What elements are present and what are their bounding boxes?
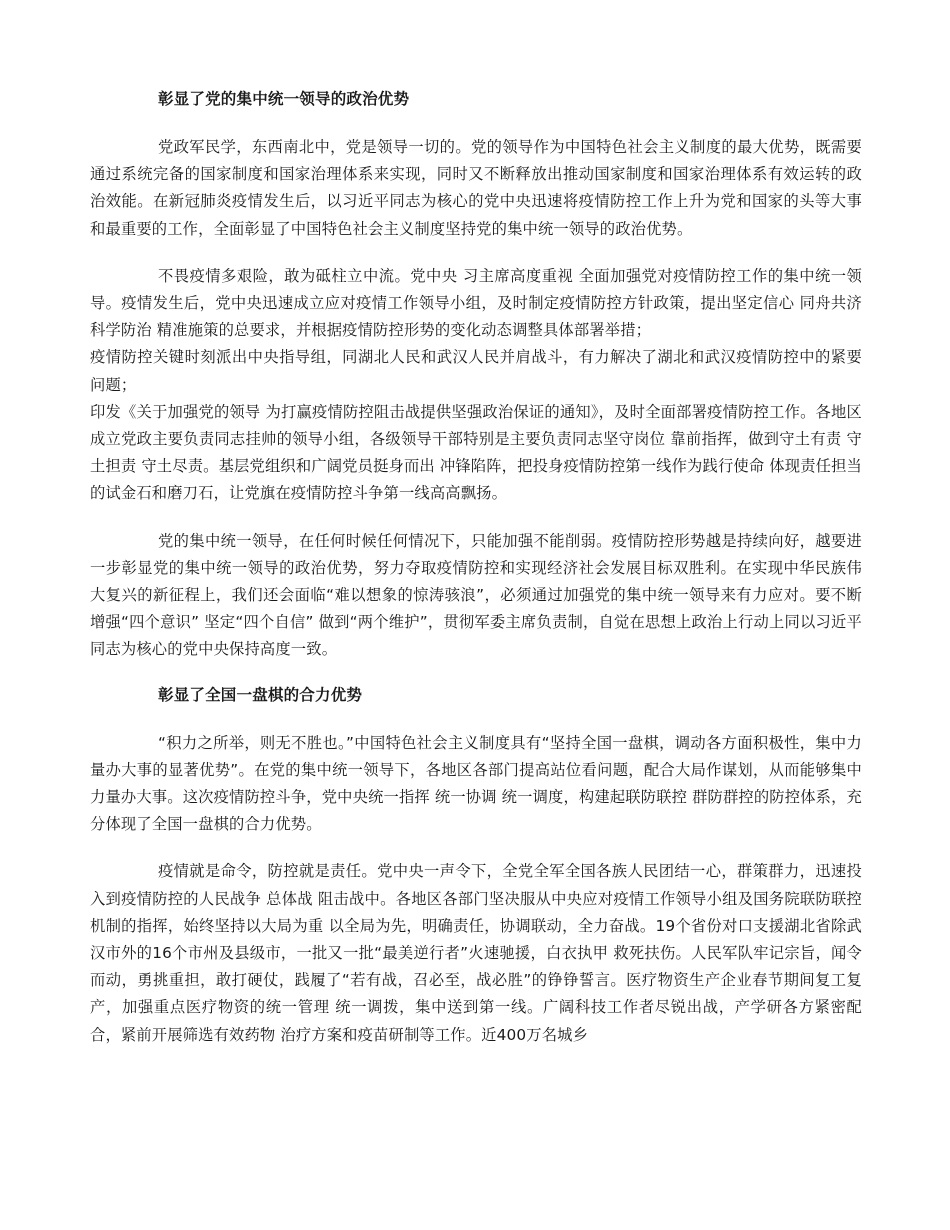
paragraph: “积力之所举，则无不胜也。”中国特色社会主义制度具有“坚持全国一盘棋，调动各方面积极性，集中力量办大事的显著优势”。在党的集中统一领导下，各地区各部门提高站位看问题，配合大局作谋划，从而能够集中力量办大事。这次疫情防控斗争，党中央统一指挥 统一协调 统一调度，构建起联防联控 群防群控的防控体系，充分体现了全国一盘棋的合力优势。 [90,733,862,834]
paragraph-gap [90,664,862,682]
paragraph: 不畏疫情多艰险，敢为砥柱立中流。党中央 习主席高度重视 全面加强党对疫情防控工作的集中统一领导。疫情发生后，党中央迅速成立应对疫情工作领导小组，及时制定疫情防控方针政策，提出坚定信心 同舟共济 科学防治 精准施策的总要求，并根据疫情防控形势的变化动态调整具体部署举措； [90,266,862,340]
section-heading: 彰显了党的集中统一领导的政治优势 [158,90,410,108]
paragraph: 印发《关于加强党的领导 为打赢疫情防控阻击战提供坚强政治保证的通知》，及时全面部署疫情防控工作。各地区成立党政主要负责同志挂帅的领导小组，各级领导干部特别是主要负责同志坚守岗位 靠前指挥，做到守土有责 守土担责 守土尽责。基层党组织和广阔党员挺身而出 冲锋陷阵，把投身疫情防控第一线作为践行使命 体现责任担当的试金石和磨刀石，让党旗在疫情防控斗争第一线高高飘扬。 [90,402,862,503]
paragraph: 党的集中统一领导，在任何时候任何情况下，只能加强不能削弱。疫情防控形势越是持续向好，越要进一步彰显党的集中统一领导的政治优势，努力夺取疫情防控和实现经济社会发展目标双胜利。在实现中华民族伟大复兴的新征程上，我们还会面临“难以想象的惊涛骇浪”，必须通过加强党的集中统一领导来有力应对。要不断增强“四个意识” 坚定“四个自信” 做到“两个维护”，贯彻军委主席负责制，自觉在思想上政治上行动上同以习近平同志为核心的党中央保持高度一致。 [90,531,862,659]
paragraph-gap [90,838,862,858]
paragraph: 党政军民学，东西南北中，党是领导一切的。党的领导作为中国特色社会主义制度的最大优势，既需要通过系统完备的国家制度和国家治理体系来实现，同时又不断释放出推动国家制度和国家治理体系有效运转的政治效能。在新冠肺炎疫情发生后，以习近平同志为核心的党中央迅速将疫情防控工作上升为党和国家的头等大事和最重要的工作，全面彰显了中国特色社会主义制度坚持党的集中统一领导的政治优势。 [90,138,862,238]
paragraph: 疫情就是命令，防控就是责任。党中央一声令下，全党全军全国各族人民团结一心，群策群力，迅速投入到疫情防控的人民战争 总体战 阻击战中。各地区各部门坚决服从中央应对疫情工作领导小组及国务院联防联控机制的指挥，始终坚持以大局为重 以全局为先，明确责任，协调联动，全力奋战。19个省份对口支援湖北省除武汉市外的16个市州及县级市，一批又一批“最美逆行者”火速驰援，白衣执甲 救死扶伤。人民军队牢记宗旨，闻令而动，勇挑重担，敢打硬仗，践履了“若有战，召必至，战必胜”的铮铮誓言。医疗物资生产企业春节期间复工复产，加强重点医疗物资的统一管理 统一调拨，集中送到第一线。广阔科技工作者尽锐出战，产学研各方紧密配合，紧前开展筛选有效药物 治疗方案和疫苗研制等工作。近400万名城乡 [90,862,862,1044]
section-heading: 彰显了全国一盘棋的合力优势 [158,685,363,704]
paragraph-gap [90,508,862,528]
paragraph: 疫情防控关键时刻派出中央指导组，同湖北人民和武汉人民并肩战斗，有力解决了湖北和武汉疫情防控中的紧要问题； [90,348,862,394]
paragraph-gap [90,243,862,263]
document-page [90,86,862,1049]
